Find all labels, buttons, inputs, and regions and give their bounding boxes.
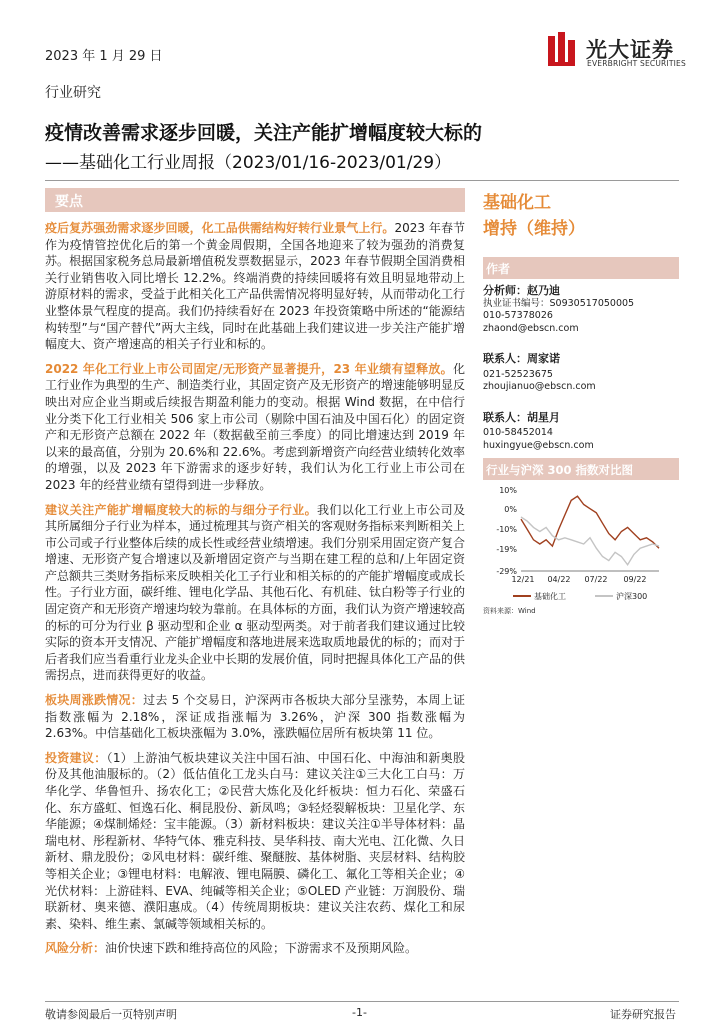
analyst-phone: 010-57378026: [483, 310, 553, 321]
report-subtitle: ——基础化工行业周报（2023/01/16-2023/01/29）: [45, 153, 452, 173]
summary-paragraph: [45, 502, 465, 685]
contact-email[interactable]: huxingyue@ebscn.com: [483, 439, 594, 451]
paragraph-highlight: 投资建议：: [45, 750, 107, 765]
y-tick-label: 10%: [499, 486, 517, 495]
summary-paragraph: [45, 750, 465, 933]
everbright-logo: [548, 32, 688, 72]
paragraph-body: （1）上游油气板块建议关注中国石油、中国石化、中海油和新奥股份及其他油服标的。（2）低估值化工龙头白马：建议关注①三大化工白马：万华化学、华鲁恒升、扬农化工；②民营大炼化及化纤板块：恒力石化、荣盛石化、东方盛虹、恒逸石化、桐昆股份、新凤鸣；③轻烃裂解板块：卫星化学、东华能源；④煤制烯烃：宝丰能源。（3）新材料板块：建议关注①半导体材料：晶瑞电材、彤程新材、华特气体、雅克科技、昊华科技、南大光电、江化微、久日新材、鼎龙股份；②风电材料：碳纤维、聚醚胺、基体树脂、夹层材料、结构胶等相关企业；③锂电材料：电解液、锂电隔膜、磷化工、氟化工等相关企业；④光伏材料：上游硅料、EVA、纯碱等相关企业；⑤OLED 产业链：万润股份、瑞联新材、奥来德、濮阳惠成。（4）传统周期板块：建议关注农药、煤化工和尿素、染料、维生素、氯碱等领域相关标的。: [45, 750, 466, 931]
contact-name: 联系人：周家诺: [483, 352, 560, 365]
analyst-email[interactable]: zhaond@ebscn.com: [483, 322, 579, 334]
contact-phone: 010-58452014: [483, 427, 553, 438]
x-tick-label: 04/22: [547, 575, 571, 584]
logo-chinese-name: 光大证券: [586, 38, 674, 62]
everbright-logo-icon: [548, 32, 580, 68]
footer-disclaimer: 敬请参阅最后一页特别声明: [45, 1008, 177, 1021]
paragraph-highlight: 建议关注产能扩增幅度较大的标的与细分子行业。: [45, 502, 317, 517]
summary-paragraph: [45, 361, 465, 494]
analyst-block: [483, 285, 679, 335]
report-category: 行业研究: [45, 85, 101, 101]
paragraph-body: 过去 5 个交易日，沪深两市各板块大部分呈涨势，本周上证指数涨幅为 2.18%，深证成指涨幅为 3.26%，沪深 300 指数涨幅为 2.63%。中信基础化工板块涨幅为 3.0%，涨跌幅位居所有板块第 11 位。: [45, 693, 465, 741]
header-divider: [45, 180, 679, 181]
paragraph-body: 我们以化工行业上市公司及其所属细分子行业为样本，通过梳理其与资产相关的客观财务指标来判断相关上市公司或子行业整体后续的成长性或经营业绩增速。我们分别采用固定资产复合增速、无形资产复合增速以及新增固定资产与当期在建工程的总和/上年固定资产总额共三类财务指标来反映相关化工子行业和相关标的的产能扩增幅度或成长性。子行业方面，碳纤维、锂电化学品、其他石化、有机硅、钛白粉等子行业的固定资产和无形资产增速均较为靠前。在具体标的方面，我们认为资产增速较高的标的可分为行业 β 驱动型和企业 α 驱动型两类。对于前者我们建议通过比较实际的资本开支情况、产能扩增幅度和落地进展来选取质地最优的标的；而对于后者我们应当看重行业龙头企业中长期的发展价值，同时把握具体化工产品的供需拐点，进而获得更好的收益。: [45, 502, 466, 683]
chart-source: 资料来源：Wind: [483, 607, 536, 615]
sector-rating: 增持（维持）: [483, 219, 585, 239]
page-number: -1-: [352, 1006, 367, 1019]
summary-paragraph: [45, 940, 465, 957]
legend-label-chemicals: 基础化工: [534, 592, 566, 601]
sidebar: [483, 190, 679, 452]
report-type: 证券研究报告: [610, 1008, 676, 1021]
paragraph-highlight: 2022 年化工行业上市公司固定/无形资产显著提升，23 年业绩有望释放。: [45, 361, 453, 376]
y-tick-label: -10%: [496, 525, 517, 534]
y-tick-label: 0%: [504, 505, 517, 514]
contact-block: [483, 353, 679, 394]
chart-title: 行业与沪深 300 指数对比图: [486, 463, 634, 477]
summary-body: [45, 220, 465, 965]
legend-label-csi300: 沪深300: [616, 592, 648, 601]
series-line-chemicals: [521, 496, 659, 548]
summary-paragraph: [45, 692, 465, 742]
series-line-csi300: [521, 517, 659, 565]
summary-heading-bar: [45, 188, 465, 212]
footer-divider: [45, 1001, 679, 1002]
x-tick-label: 12/21: [511, 575, 535, 584]
comparison-line-chart: [483, 482, 679, 617]
logo-english-name: EVERBRIGHT SECURITIES: [587, 59, 686, 68]
paragraph-highlight: 板块周涨跌情况：: [45, 693, 144, 708]
author-heading-bar: [483, 257, 679, 279]
x-tick-label: 09/22: [623, 575, 647, 584]
contact-phone: 021-52523675: [483, 368, 553, 380]
paragraph-highlight: 风险分析：: [45, 941, 106, 956]
sector-name: 基础化工: [483, 193, 551, 213]
x-tick-label: 07/22: [584, 575, 608, 584]
y-tick-label: -19%: [496, 545, 517, 554]
contact-email[interactable]: zhoujianuo@ebscn.com: [483, 381, 596, 392]
chart-title-bar: [483, 458, 679, 480]
summary-paragraph: [45, 220, 465, 353]
paragraph-body: 2023 年春节作为疫情管控优化后的第一个黄金周假期，全国各地迎来了较为强劲的消费复苏。根据国家税务总局最新增值税发票数据显示，2023 年春节假期全国消费相关行业销售收入同比增长 12.2%。终端消费的持续回暖将有效且明显地带动上游原材料的需求，受益于此相关化工产品供需情况将明显好转，从而带动化工行业整体景气程度的提高。我们仍持续看好在 2023 年投资策略中所述的“能源结构转型”与“国产替代”两大主线，同时在此基础上我们建议进一步关注产能扩增幅度大、资产增速高的相关子行业和标的。: [45, 221, 466, 352]
analyst-name: 分析师：赵乃迪: [483, 284, 560, 297]
contact-name: 联系人：胡星月: [483, 410, 560, 424]
paragraph-body: 化工行业作为典型的生产、制造类行业，其固定资产及无形资产的增速能够明显反映出对应企业当期或后续报告期盈利能力的变动。根据 Wind 数据，在中信行业分类下化工行业相关 506 家上市公司（剔除中国石油及中国石化）的固定资产和无形资产总额在 2022 年（数据截至前三季度）的同比增速达到 2019 年以来的最高值，分别为 20.6%和 22.6%。考虑到新增资产向经营业绩转化效率的增强，以及 2023 年下游需求的逐步好转，我们认为化工行业上市公司在 2023 年的经营业绩有望得到进一步释放。: [45, 361, 466, 492]
report-date: 2023 年 1 月 29 日: [45, 49, 163, 64]
summary-heading: 要点: [55, 194, 83, 210]
paragraph-body: 油价快速下跌和维持高位的风险；下游需求不及预期风险。: [105, 941, 418, 956]
report-title: 疫情改善需求逐步回暖，关注产能扩增幅度较大标的: [45, 122, 483, 144]
author-heading: 作者: [486, 262, 511, 276]
paragraph-highlight: 疫后复苏强劲需求逐步回暖，化工品供需结构好转行业景气上行。: [45, 221, 395, 235]
analyst-cert: 执业证书编号：S0930517050005: [483, 297, 635, 309]
y-tick-label: -29%: [496, 567, 517, 576]
contact-block: [483, 412, 679, 453]
